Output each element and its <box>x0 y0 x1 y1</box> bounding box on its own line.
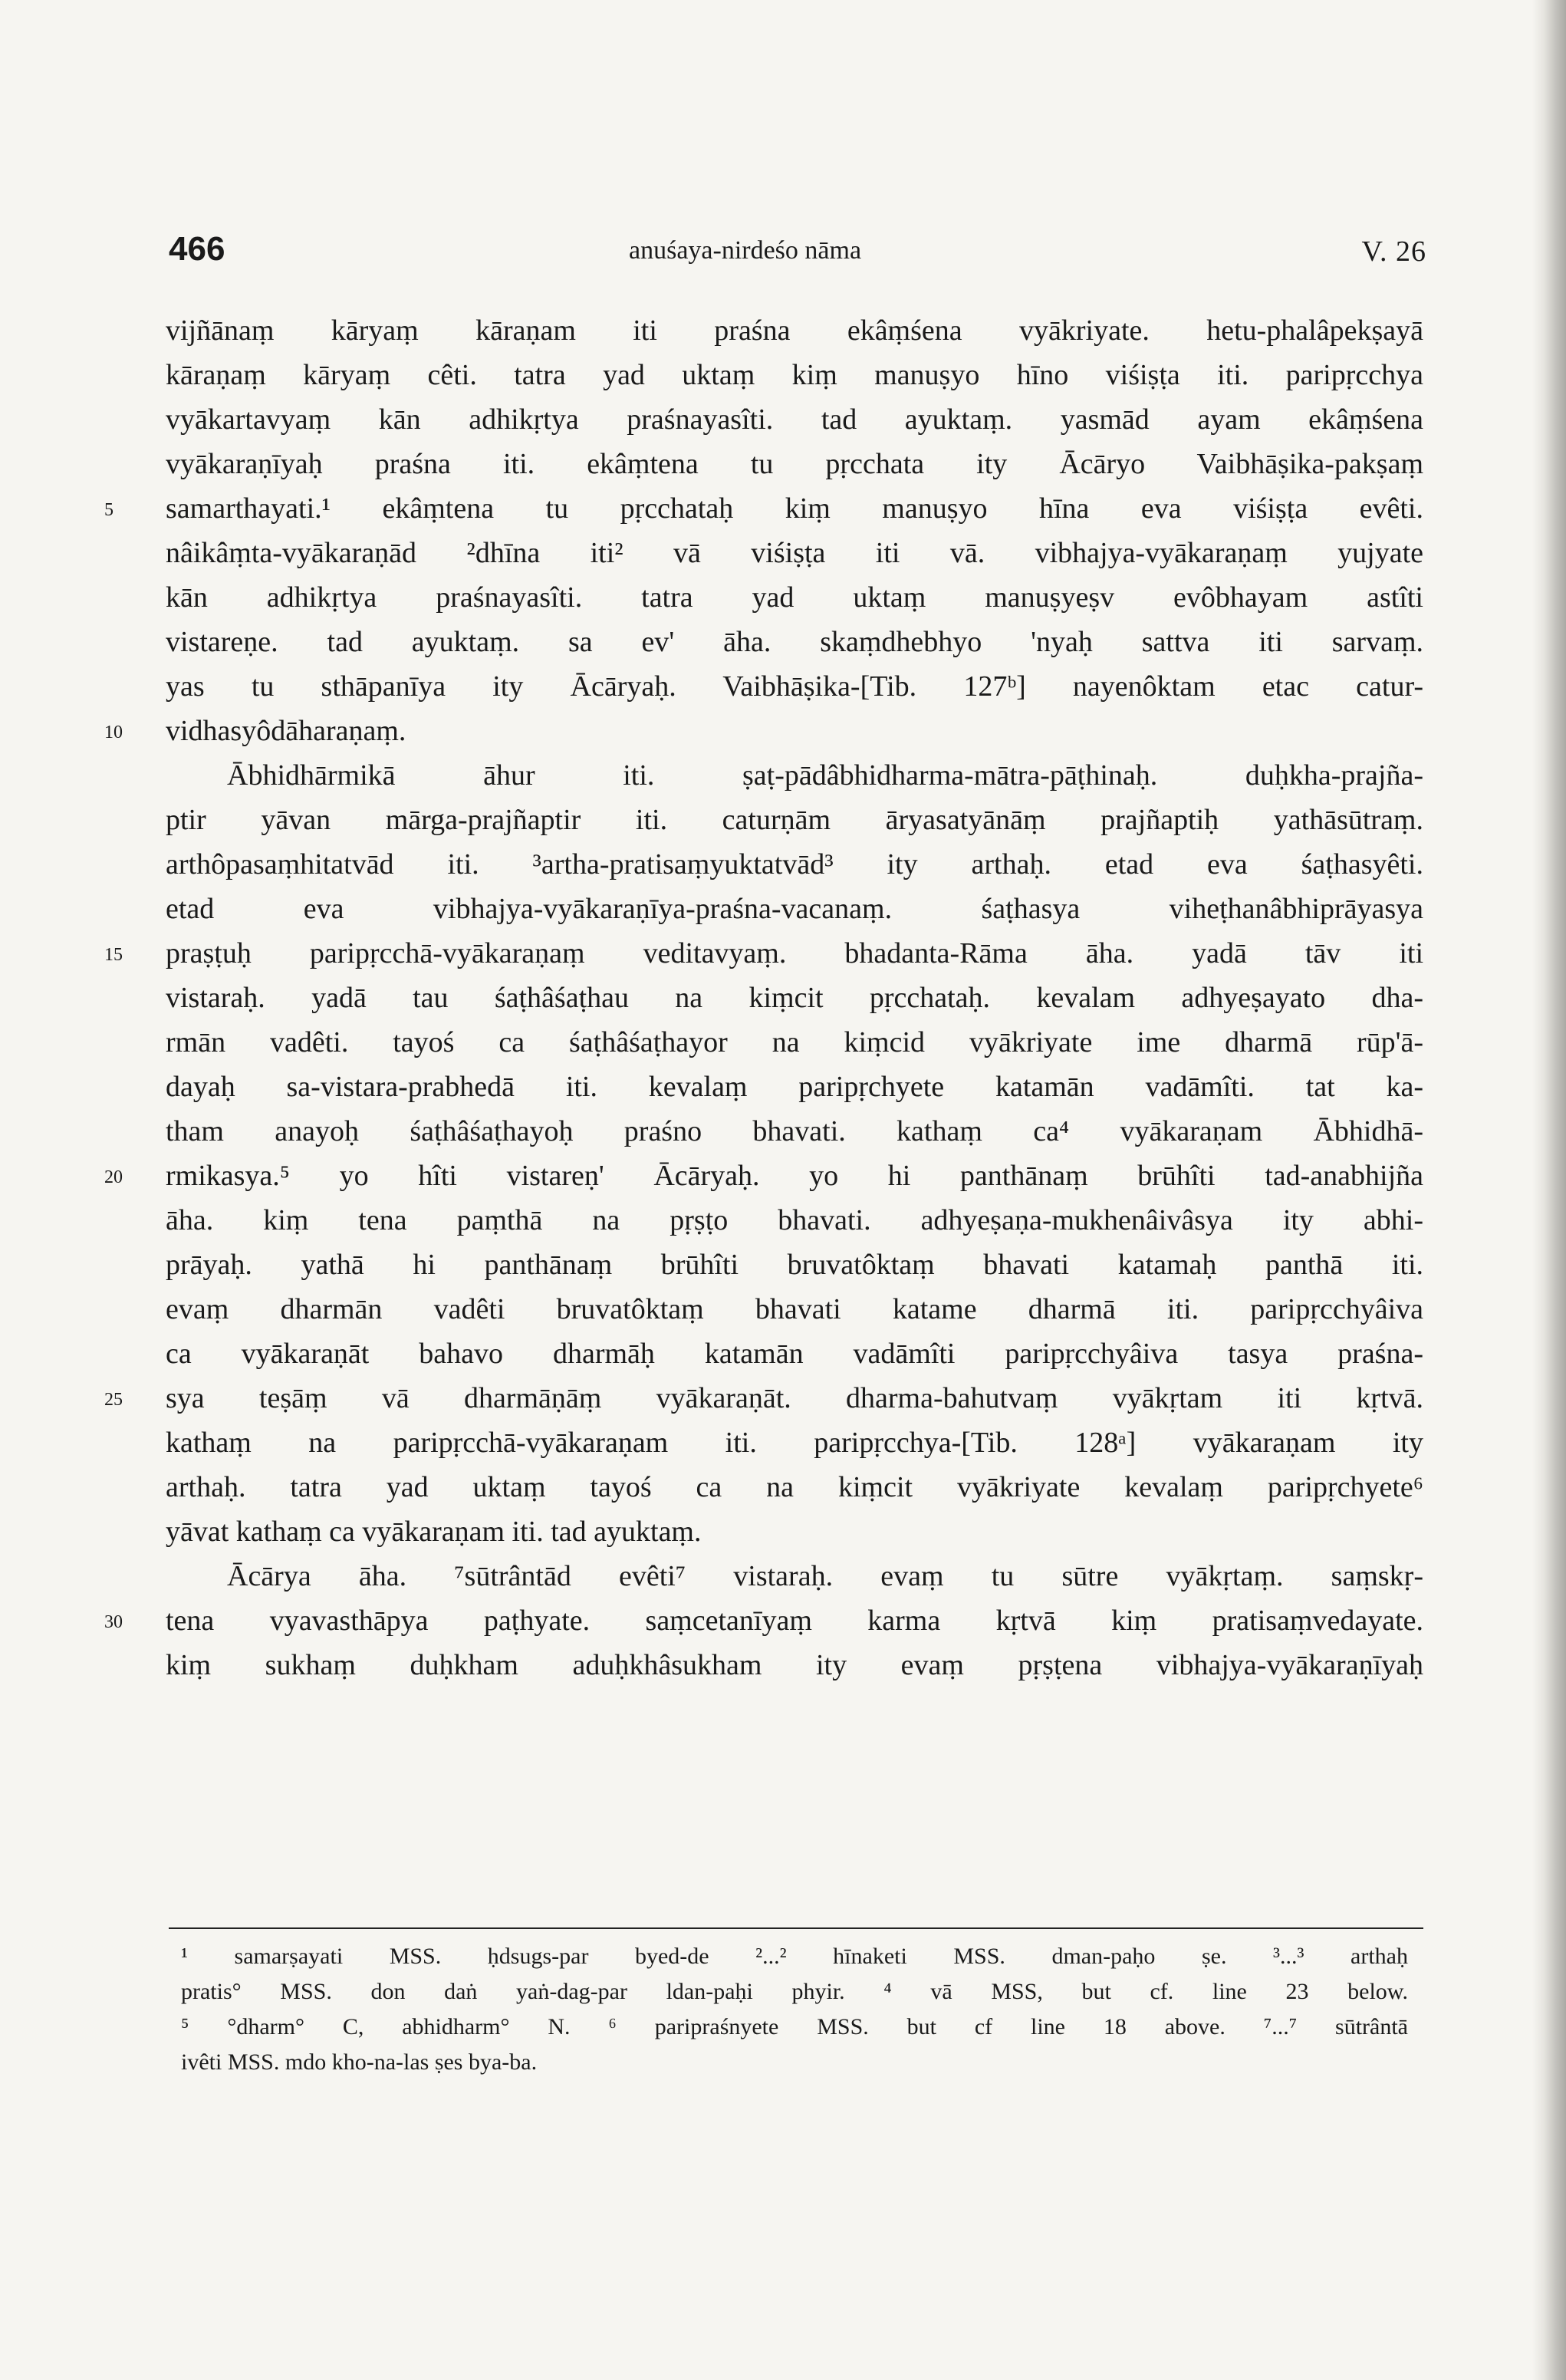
line-text: vidhasyôdāharaṇaṃ. <box>166 715 406 747</box>
line-number: 30 <box>104 1612 123 1632</box>
line-text: yas tu sthāpanīya ity Ācāryaḥ. Vaibhāṣika-[Tib. 127ᵇ] nayenôktam etac catur- <box>166 670 1423 703</box>
line-text: Ābhidhārmikā āhur iti. ṣaṭ-pādâbhidharma-mātra-pāṭhinaḥ. duḥkha-prajña- <box>227 759 1423 792</box>
line-text: arthaḥ. tatra yad uktaṃ tayoś ca na kiṃcit vyākriyate kevalaṃ paripṛchyete⁶ <box>166 1471 1423 1503</box>
text-line <box>166 1065 1423 1109</box>
line-text: sya teṣāṃ vā dharmāṇāṃ vyākaraṇāt. dharma-bahutvaṃ vyākṛtam iti kṛtvā. <box>166 1382 1423 1414</box>
line-text: vijñānaṃ kāryaṃ kāraṇam iti praśna ekâṃśena vyākriyate. hetu-phalâpekṣayā <box>166 314 1423 347</box>
footnote-rule <box>169 1927 1423 1929</box>
line-number: 5 <box>104 500 114 520</box>
text-line <box>166 1643 1423 1687</box>
text-line <box>166 308 1423 353</box>
line-text: dayaḥ sa-vistara-prabhedā iti. kevalaṃ paripṛchyete katamān vadāmîti. tat ka- <box>166 1071 1423 1103</box>
text-line <box>166 1287 1423 1332</box>
text-line <box>166 531 1423 575</box>
text-line <box>166 620 1423 664</box>
text-line <box>166 976 1423 1020</box>
line-text: kāraṇaṃ kāryaṃ cêti. tatra yad uktaṃ kiṃ manuṣyo hīno viśiṣṭa iti. paripṛcchya <box>166 359 1423 391</box>
line-text: yāvat kathaṃ ca vyākaraṇam iti. tad ayuktaṃ. <box>166 1516 702 1548</box>
text-line <box>166 1509 1423 1554</box>
footnote-line: ivêti MSS. mdo kho-na-las ṣes bya-ba. <box>181 2049 538 2075</box>
text-line <box>166 442 1423 486</box>
line-text: tham anayoḥ śaṭhâśaṭhayoḥ praśno bhavati. kathaṃ ca⁴ vyākaraṇam Ābhidhā- <box>166 1115 1423 1147</box>
text-line <box>166 353 1423 397</box>
text-line <box>104 1154 1423 1198</box>
text-line <box>166 1243 1423 1287</box>
line-number: 25 <box>104 1390 123 1410</box>
line-text: prāyaḥ. yathā hi panthānaṃ brūhîti bruvatôktaṃ bhavati katamaḥ panthā iti. <box>166 1249 1423 1281</box>
line-text: vyākartavyaṃ kān adhikṛtya praśnayasîti. tad ayuktaṃ. yasmād ayam ekâṃśena <box>166 403 1423 436</box>
page-edge-shadow <box>1532 0 1566 2380</box>
line-text: āha. kiṃ tena paṃthā na pṛṣṭo bhavati. adhyeṣaṇa-mukhenâivâsya ity abhi- <box>166 1204 1423 1236</box>
line-text: nâikâṃta-vyākaraṇād ²dhīna iti² vā viśiṣṭa iti vā. vibhajya-vyākaraṇaṃ yujyate <box>166 537 1423 569</box>
running-title: anuśaya-nirdeśo nāma <box>629 236 862 265</box>
text-line <box>166 575 1423 620</box>
line-text: tena vyavasthāpya paṭhyate. saṃcetanīyaṃ karma kṛtvā kiṃ pratisaṃvedayate. <box>166 1605 1423 1637</box>
line-text: arthôpasaṃhitatvād iti. ³artha-pratisaṃyuktatvād³ ity arthaḥ. etad eva śaṭhasyêti. <box>166 848 1423 881</box>
text-line <box>166 842 1423 887</box>
line-text: evaṃ dharmān vadêti bruvatôktaṃ bhavati katame dharmā iti. paripṛcchyâiva <box>166 1293 1423 1325</box>
text-line <box>166 753 1423 798</box>
footnote-line: ⁵ °dharm° C, abhidharm° N. ⁶ paripraśnyete MSS. but cf line 18 above. ⁷...⁷ sūtrântā <box>181 2014 1408 2039</box>
section-reference: V. 26 <box>1361 235 1426 268</box>
text-line <box>104 1598 1423 1643</box>
line-text: vistareṇe. tad ayuktaṃ. sa ev' āha. skaṃdhebhyo 'nyaḥ sattva iti sarvaṃ. <box>166 626 1423 658</box>
text-line <box>166 1554 1423 1598</box>
main-text <box>104 308 1423 1687</box>
line-text: kiṃ sukhaṃ duḥkham aduḥkhâsukham ity evaṃ pṛṣṭena vibhajya-vyākaraṇīyaḥ <box>166 1649 1423 1681</box>
line-text: vyākaraṇīyaḥ praśna iti. ekâṃtena tu pṛcchata ity Ācāryo Vaibhāṣika-pakṣaṃ <box>166 448 1423 480</box>
text-line <box>166 798 1423 842</box>
footnote-line: pratis° MSS. don daṅ yaṅ-dag-par ldan-paḥi phyir. ⁴ vā MSS, but cf. line 23 below. <box>181 1979 1408 2004</box>
text-line <box>166 1332 1423 1376</box>
line-text: ptir yāvan mārga-prajñaptir iti. caturṇām āryasatyānāṃ prajñaptiḥ yathāsūtraṃ. <box>166 804 1423 836</box>
page-number: 466 <box>169 230 225 268</box>
text-line <box>104 1376 1423 1420</box>
line-number: 15 <box>104 945 123 965</box>
text-line <box>104 486 1423 531</box>
line-number: 20 <box>104 1167 123 1187</box>
text-line <box>166 1020 1423 1065</box>
line-text: kathaṃ na paripṛcchā-vyākaraṇam iti. paripṛcchya-[Tib. 128ᵃ] vyākaraṇam ity <box>166 1427 1423 1459</box>
line-text: samarthayati.¹ ekâṃtena tu pṛcchataḥ kiṃ manuṣyo hīna eva viśiṣṭa evêti. <box>166 492 1423 525</box>
line-text: Ācārya āha. ⁷sūtrântād evêti⁷ vistaraḥ. evaṃ tu sūtre vyākṛtaṃ. saṃskṛ- <box>227 1560 1423 1592</box>
line-text: rmikasya.⁵ yo hîti vistareṇ' Ācāryaḥ. yo hi panthānaṃ brūhîti tad-anabhijña <box>166 1160 1423 1192</box>
text-line <box>166 1420 1423 1465</box>
text-line <box>166 1465 1423 1509</box>
text-line <box>166 397 1423 442</box>
footnote-line: ¹ samarṣayati MSS. ḥdsugs-par byed-de ²...² hīnaketi MSS. dman-paḥo ṣe. ³...³ arthaḥ <box>181 1944 1408 1969</box>
text-line <box>166 1109 1423 1154</box>
text-line <box>166 887 1423 931</box>
page-header <box>0 230 1566 276</box>
text-line <box>104 709 1423 753</box>
text-line <box>104 931 1423 976</box>
line-text: kān adhikṛtya praśnayasîti. tatra yad uktaṃ manuṣyeṣv evôbhayam astîti <box>166 581 1423 614</box>
line-number: 10 <box>104 723 123 742</box>
footnotes <box>181 1939 1408 2080</box>
text-line <box>166 664 1423 709</box>
text-line <box>166 1198 1423 1243</box>
line-text: etad eva vibhajya-vyākaraṇīya-praśna-vacanaṃ. śaṭhasya viheṭhanâbhiprāyasya <box>166 893 1423 925</box>
line-text: vistaraḥ. yadā tau śaṭhâśaṭhau na kiṃcit pṛcchataḥ. kevalam adhyeṣayato dha- <box>166 982 1423 1014</box>
line-text: rmān vadêti. tayoś ca śaṭhâśaṭhayor na kiṃcid vyākriyate ime dharmā rūp'ā- <box>166 1026 1423 1058</box>
line-text: praṣṭuḥ paripṛcchā-vyākaraṇaṃ veditavyaṃ. bhadanta-Rāma āha. yadā tāv iti <box>166 937 1423 969</box>
line-text: ca vyākaraṇāt bahavo dharmāḥ katamān vadāmîti paripṛcchyâiva tasya praśna- <box>166 1338 1423 1370</box>
